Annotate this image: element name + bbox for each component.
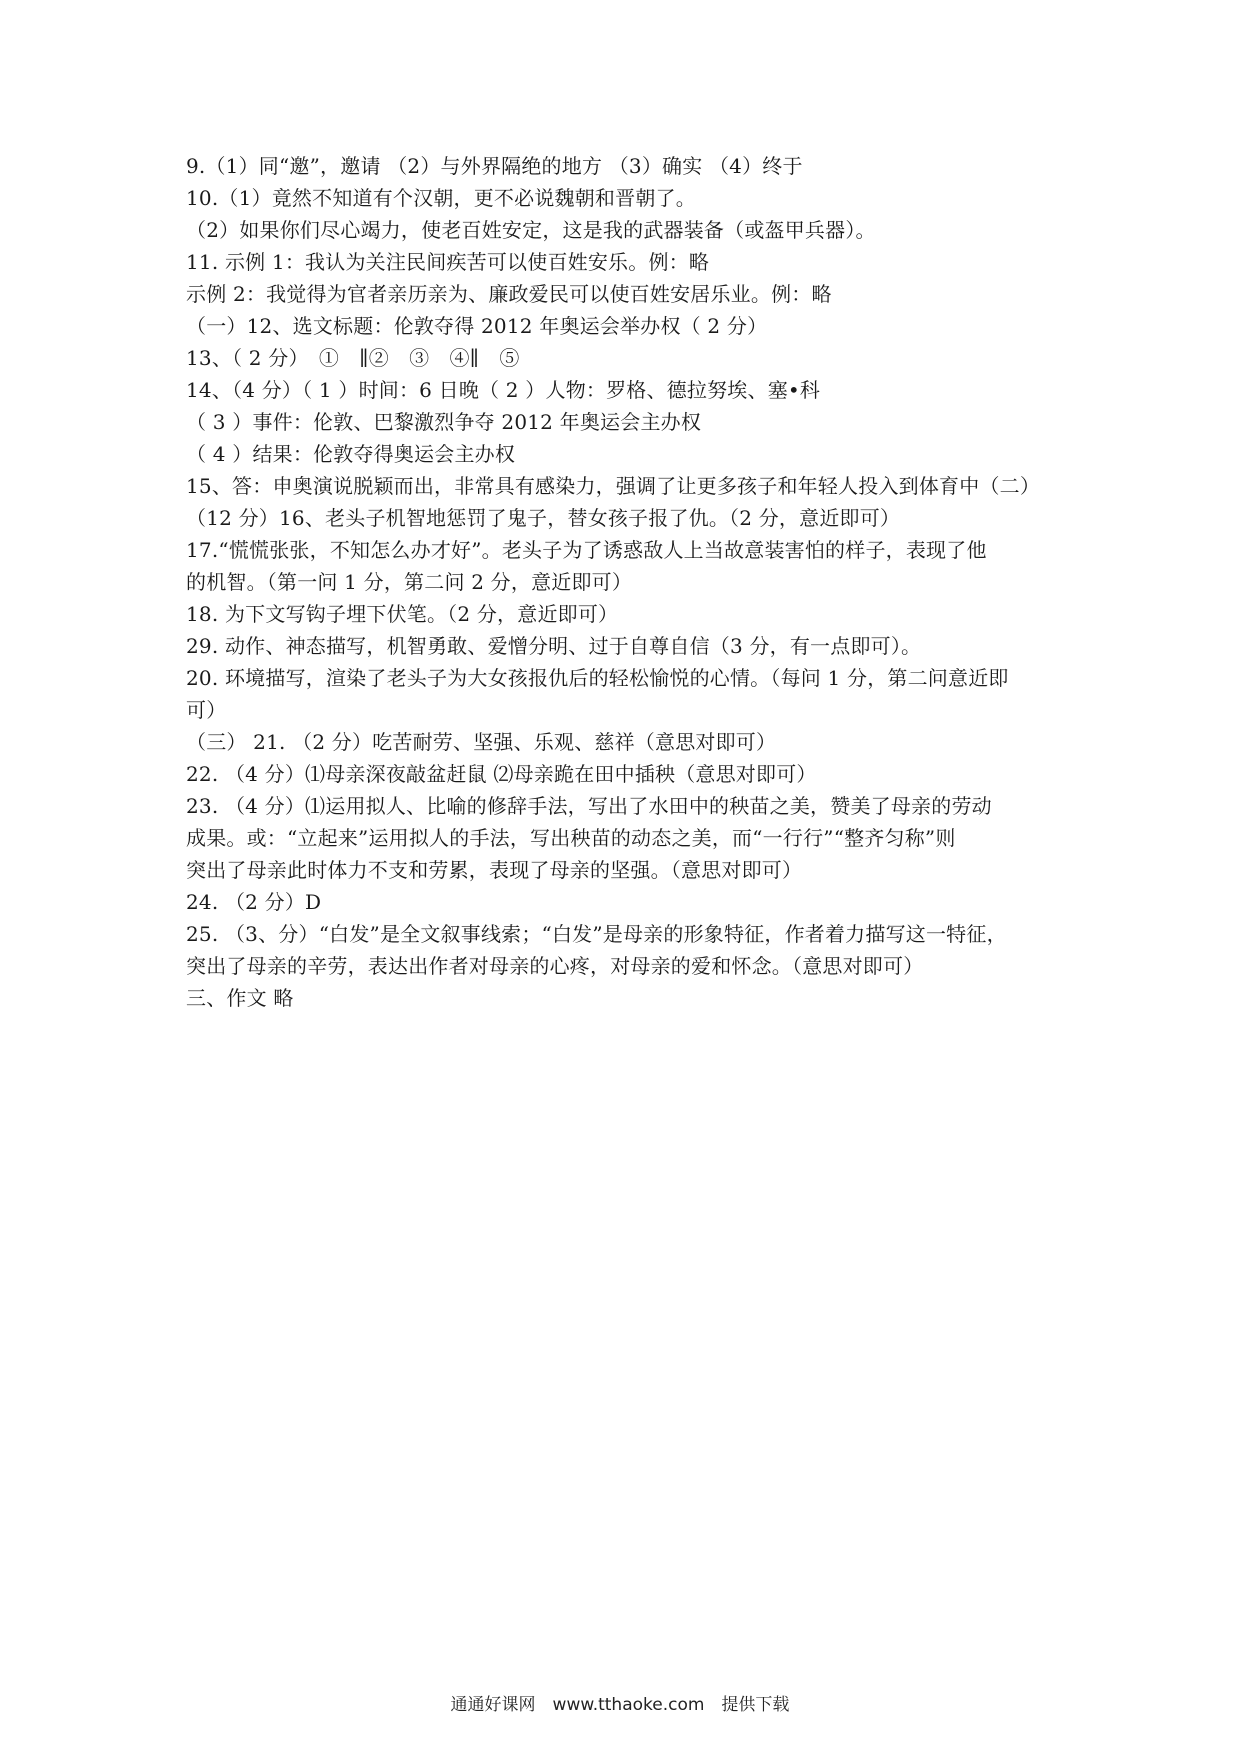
answer-line-15: 15、答：申奥演说脱颖而出，非常具有感染力，强调了让更多孩子和年轻人投入到体育中（二）	[186, 474, 1041, 498]
answer-line-11-2: 示例 2：我觉得为官者亲历亲为、廉政爱民可以使百姓安居乐业。例：略	[186, 282, 832, 306]
answer-line-20-2: 可）	[186, 698, 227, 722]
answer-line-14-3: （ 3 ）事件：伦敦、巴黎激烈争夺 2012 年奥运会主办权	[186, 410, 702, 434]
answer-line-16: （12 分）16、老头子机智地惩罚了鬼子，替女孩子报了仇。（2 分，意近即可）	[186, 506, 901, 530]
answer-line-17-1: 17.“慌慌张张，不知怎么办才好”。老头子为了诱惑敌人上当故意装害怕的样子，表现了他	[186, 538, 987, 562]
answer-line-23-2: 成果。或：“立起来”运用拟人的手法，写出秧苗的动态之美，而“一行行”“整齐匀称”则	[186, 826, 956, 850]
answer-line-17-2: 的机智。（第一问 1 分，第二问 2 分，意近即可）	[186, 570, 633, 594]
answer-key-content	[186, 150, 1066, 1014]
page-footer: 通通好课网 www.tthaoke.com 提供下载	[450, 1695, 790, 1715]
answer-line-18: 18. 为下文写钩子埋下伏笔。（2 分，意近即可）	[186, 602, 619, 626]
answer-line-19: 29. 动作、神态描写，机智勇敢、爱憎分明、过于自尊自信（3 分，有一点即可）。	[186, 634, 922, 658]
answer-line-14-1: 14、（4 分）（ 1 ）时间：6 日晚（ 2 ）人物：罗格、德拉努埃、塞•科	[186, 378, 821, 402]
answer-line-13: 13、（ 2 分） ① ∥② ③ ④∥ ⑤	[186, 346, 520, 370]
answer-line-20-1: 20. 环境描写，渲染了老头子为大女孩报仇后的轻松愉悦的心情。（每问 1 分，第二问意近即	[186, 666, 1009, 690]
answer-line-24: 24. （2 分）D	[186, 890, 322, 914]
answer-line-14-4: （ 4 ）结果：伦敦夺得奥运会主办权	[186, 442, 516, 466]
answer-line-22: 22. （4 分）⑴母亲深夜敲盆赶鼠 ⑵母亲跪在田中插秧（意思对即可）	[186, 762, 817, 786]
answer-line-25-1: 25. （3、分）“白发”是全文叙事线索；“白发”是母亲的形象特征，作者着力描写这一特征，	[186, 922, 1007, 946]
answer-line-9: 9.（1）同“邀”，邀请 （2）与外界隔绝的地方 （3）确实 （4）终于	[186, 154, 803, 178]
answer-line-23-1: 23. （4 分）⑴运用拟人、比喻的修辞手法，写出了水田中的秧苗之美，赞美了母亲的劳动	[186, 794, 992, 818]
answer-line-21: （三） 21. （2 分）吃苦耐劳、坚强、乐观、慈祥（意思对即可）	[186, 730, 777, 754]
answer-line-11-1: 11. 示例 1：我认为关注民间疾苦可以使百姓安乐。例：略	[186, 250, 710, 274]
answer-line-10-2: （2）如果你们尽心竭力，使老百姓安定，这是我的武器装备（或盔甲兵器）。	[186, 218, 876, 242]
answer-line-10-1: 10.（1）竟然不知道有个汉朝，更不必说魏朝和晋朝了。	[186, 186, 696, 210]
answer-line-25-2: 突出了母亲的辛劳，表达出作者对母亲的心疼，对母亲的爱和怀念。（意思对即可）	[186, 954, 924, 978]
answer-line-23-3: 突出了母亲此时体力不支和劳累，表现了母亲的坚强。（意思对即可）	[186, 858, 803, 882]
answer-line-12: （一）12、选文标题：伦敦夺得 2012 年奥运会举办权（ 2 分）	[186, 314, 768, 338]
answer-line-essay: 三、作文 略	[186, 986, 294, 1010]
